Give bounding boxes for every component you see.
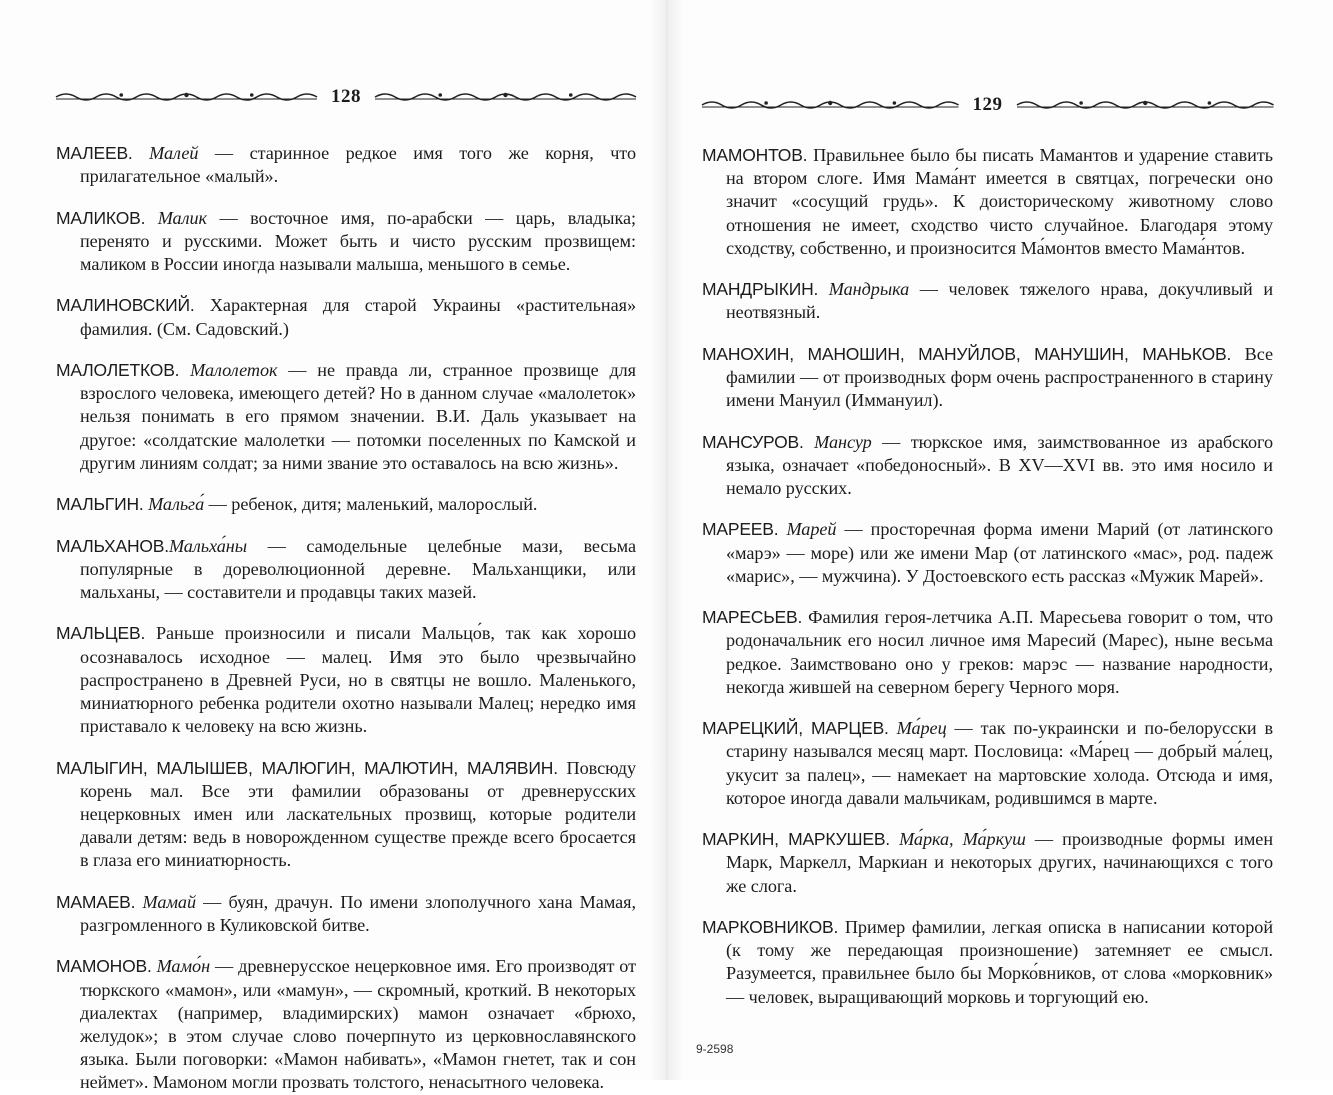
right-entries <box>702 144 1273 1009</box>
entry-headword: МАЛЕЕВ. <box>56 143 133 163</box>
entry-text: Фамилия героя-летчика А.П. Маресьева говорит о том, что родоначальник его носил личное имя Маресий (Марес), ныне весьма редкое. Заимствовано оно у греков: марэс — название народности, некогда жившей на северном берегу Черного моря. <box>726 607 1273 697</box>
entry-headword: МАНОХИН, МАНОШИН, МАНУЙЛОВ, МАНУШИН, МАНЬКОВ. <box>702 343 1232 364</box>
entry-headword: МАРКОВНИКОВ. <box>702 916 839 937</box>
entry-text: — так по-украински и по-белорусски в старину назывался месяц март. Пословица: «Ма́рец — добрый ма́лец, укусит за палец», — намекает на мартовские холода. Отсюда и имя, которое иногда давали мальчикам, родившимся в марте. <box>726 718 1273 808</box>
entry-text: Правильнее было бы писать Мамантов и ударение ставить на втором слоге. Имя Мама́нт имеется в святцах, погречески оно значит «сосущий грудь». К доисторическому животному слово отношения не имеет, сходство чисто случайное. Благодаря этому сходству, собственно, и произносится Ма́монтов вместо Мама́нтов. <box>726 145 1273 258</box>
entry-emphasis: Мальха́ны <box>168 535 248 556</box>
entry-headword: МАНСУРОВ. <box>702 431 804 452</box>
entry-headword: МАЛОЛЕТКОВ. <box>56 359 180 380</box>
dictionary-entry <box>702 518 1273 588</box>
entry-text: Характерная для старой Украины «растительная» фамилия. (См. Садовский.) <box>80 295 636 339</box>
ornament-divider-icon <box>702 97 959 113</box>
left-page <box>0 0 666 1093</box>
entry-text: — просторечная форма имени Марий (от латинского «марэ» — море) или же имени Мар (от латинского «мас», род. падеж «марис», — мужчина). У Достоевского есть рассказ «Мужик Марей». <box>726 519 1274 586</box>
ornament-divider-icon <box>375 89 636 105</box>
entry-emphasis: Мамо́н <box>156 956 211 977</box>
left-page-header <box>56 86 636 108</box>
dictionary-entry <box>56 535 636 605</box>
entry-text: Повсюду корень мал. Все эти фамилии образованы от древнерусских нецерковных имен или ласкательных прозвищ, которые родители давали детям: ведь в новорожденном существе прежде всего бросается в глаза его миниатюрность. <box>80 757 636 871</box>
entry-headword: МАЛИКОВ. <box>56 207 146 228</box>
entry-emphasis: Малолеток <box>190 359 278 380</box>
dictionary-entry <box>56 757 636 873</box>
entry-headword: МАМАЕВ. <box>56 891 136 912</box>
entry-text: — производные формы имен Марк, Маркелл, Маркиан и некоторых других, начинающихся с того же слога. <box>726 829 1273 896</box>
dictionary-entry <box>56 142 636 188</box>
entry-emphasis: Мансур <box>814 431 872 452</box>
entry-headword: МАЛИНОВСКИЙ. <box>56 295 195 316</box>
entry-emphasis: Мандрыка <box>828 279 910 300</box>
dictionary-entry <box>56 493 636 516</box>
dictionary-entry <box>56 622 636 738</box>
entry-text: — тюркское имя, заимствованное из арабского языка, означает «победоносный». В XV—XVI вв. это имя носило и немало русских. <box>726 431 1273 498</box>
entry-text: — буян, драчун. По имени злополучного хана Мамая, разгромленного в Куликовской битве. <box>80 891 636 935</box>
right-page <box>666 0 1333 1080</box>
entry-headword: МАРЕЕВ. <box>702 519 779 540</box>
entry-headword: МАМОНОВ. <box>56 956 152 977</box>
dictionary-entry <box>702 431 1273 501</box>
dictionary-entry <box>702 278 1273 324</box>
page-number: 129 <box>972 94 1003 115</box>
dictionary-entry <box>56 955 636 1094</box>
entry-emphasis: Малей <box>149 143 199 163</box>
ornament-divider-icon <box>1017 97 1274 113</box>
entry-text: — восточное имя, по-арабски — царь, владыка; перенято и русскими. Может быть и чисто русским прозвищем: маликом в России иногда называли малыша, меньшого в семье. <box>80 207 636 274</box>
entry-headword: МАРЕЦКИЙ, МАРЦЕВ. <box>702 718 889 739</box>
entry-headword: МАЛЬХАНОВ. <box>56 535 169 556</box>
entry-emphasis: Марей <box>786 519 837 540</box>
entry-headword: МАРЕСЬЕВ. <box>702 607 803 628</box>
entry-emphasis: Малик <box>157 207 207 228</box>
entry-headword: МАЛЬЦЕВ. <box>56 623 146 644</box>
entry-emphasis: Мамай <box>142 891 197 912</box>
dictionary-entry <box>702 916 1273 1009</box>
entry-text: — старинное редкое имя того же корня, что прилагательное «малый». <box>80 143 637 187</box>
entry-headword: МАНДРЫКИН. <box>702 279 819 300</box>
dictionary-entry <box>56 294 636 340</box>
entry-text: — не правда ли, странное прозвище для взрослого человека, имеющего детей? Но в данном случае «малолеток» нельзя понимать в его прямом значении. В.И. Даль указывает на другое: «солдатские малолетки — потомки поселенных по Камской и другим линиям солдат; за ними звание это оставалось на всю жизнь». <box>80 359 636 473</box>
dictionary-entry <box>702 828 1273 898</box>
entry-emphasis: Ма́рка, Ма́ркуш <box>899 829 1026 850</box>
dictionary-entry <box>56 359 636 475</box>
entry-text: Пример фамилии, легкая описка в написании которой (к тому же передающая произношение) затемняет ее смысл. Разумеется, правильнее было бы Морко́вников, от слова «морковник» — человек, выращивающий морковь и торгующий ею. <box>726 916 1273 1007</box>
signature-mark: 9-2598 <box>696 1042 734 1056</box>
page-number: 128 <box>331 86 361 107</box>
entry-text: Раньше произносили и писали Мальцо́в, так как хорошо осознавалось исходное — малец. Имя это было чрезвычайно распространено в Древней Руси, но в святцы не вошло. Маленького, миниатюрного ребенка родители охотно называли Малец; нередко имя приставало к человеку на всю жизнь. <box>80 623 636 737</box>
entry-text: — древнерусское нецерковное имя. Его производят от тюркского «мамон», или «мамун», — скромный, кроткий. В некоторых диалектах (например, владимирских) мамон означает «брюхо, желудок»; в этом случае слово почерпнуто из церковнославянского языка. Были поговорки: «Мамон набивать», «Мамон гнетет, так и сон неймет». Мамоном могли прозвать толстого, ненасытного человека. <box>80 956 636 1093</box>
left-entries <box>56 142 636 1095</box>
entry-text: Все фамилии — от производных форм очень распространенного в старину имени Мануил (Иммануил). <box>726 343 1273 411</box>
entry-emphasis: Мальга́ <box>148 494 205 515</box>
dictionary-entry <box>702 343 1273 413</box>
entry-headword: МАЛЬГИН. <box>56 494 144 515</box>
entry-text: — человек тяжелого нрава, докучливый и неотвязный. <box>726 279 1273 323</box>
dictionary-entry <box>702 606 1273 699</box>
dictionary-entry <box>702 144 1273 260</box>
entry-headword: МАЛЫГИН, МАЛЫШЕВ, МАЛЮГИН, МАЛЮТИН, МАЛЯВИН. <box>56 757 558 778</box>
entry-headword: МАРКИН, МАРКУШЕВ. <box>702 829 890 850</box>
entry-headword: МАМОНТОВ. <box>702 145 808 165</box>
dictionary-entry <box>56 891 636 937</box>
entry-emphasis: Ма́рец <box>896 718 947 739</box>
entry-text: — ребенок, дитя; маленький, малорослый. <box>204 494 538 515</box>
ornament-divider-icon <box>56 89 317 105</box>
dictionary-entry <box>702 717 1273 810</box>
right-page-header <box>702 94 1273 116</box>
entry-text: — самодельные целебные мази, весьма популярные в дореволюционной деревне. Мальханщики, или мальханы, — составители и продавцы таких мазей. <box>80 535 636 602</box>
dictionary-entry <box>56 207 636 277</box>
